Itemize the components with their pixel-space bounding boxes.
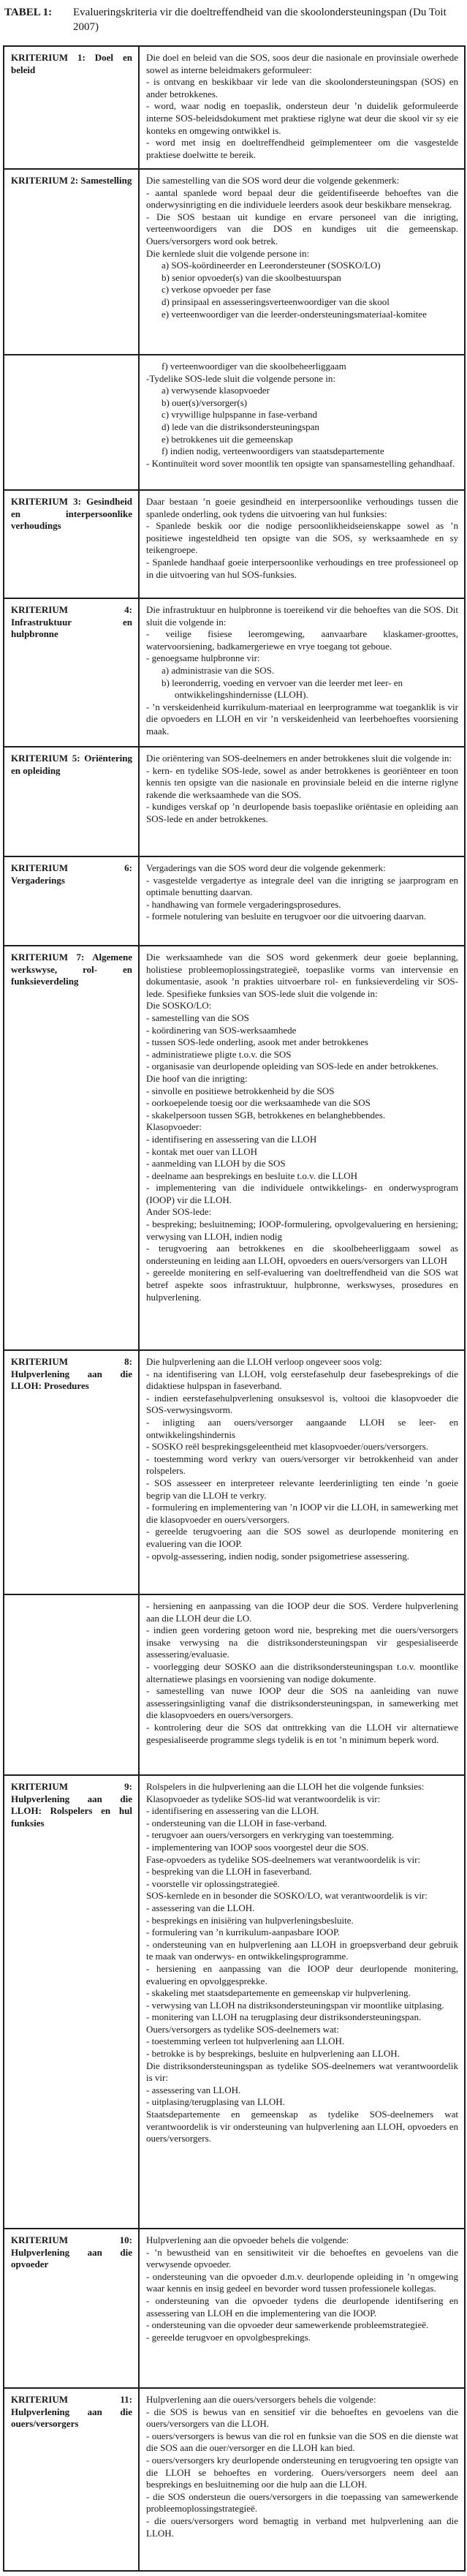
table-row [4,1594,465,1775]
description-paragraph: - voorstelle vir oplossingstrategieë. [146,1878,280,1889]
description-paragraph: - gereelde terugvoer en opvolgbesprekings. [146,2331,311,2343]
description-paragraph: - terugvoering aan betrokkenes en die skoolbeheerliggaam sowel as ondersteuning en leiding aan LLOH, opvoeders en ouers/versorgers van LLOH [146,1243,458,1266]
criterion-cell: KRITERIUM 1: Doel en beleid [4,46,139,169]
description-paragraph: - bespreking van die LLOH in faseverband. [146,1866,312,1878]
description-paragraph: - na identifisering van LLOH, volg eerstefasehulp deur fasebesprekings of die didaktiese hulpspan in faseverband. [146,1368,458,1392]
criterion-cell: KRITERIUM 6: Vergaderings [4,856,139,946]
description-paragraph: - Die SOS bestaan uit kundige en ervare personeel van die inrigting, verteenwoordigers van die DOS en kundiges uit die gemeenskap. Ouers/versorgers word ook betrek. [146,211,458,246]
description-paragraph: - ondersteuning van die opvoeder tydens die deurlopende identifsering en assessering van LLOH en die implementering van die IOOP. [146,2294,458,2319]
description-paragraph: - terugvoer aan ouers/versorgers en verkryging van toestemming. [146,1829,395,1841]
description-paragraph: - besprekings en inisiëring van hulpverleningsbesluite. [146,1914,354,1926]
lettered-list-item: e) betrokkenes uit die gemeenskap [162,433,293,445]
description-paragraph: - word, waar nodig en toepaslik, ondersteun deur ’n duidelik geformuleerde interne SOS-beleidsdokument met praktiese riglyne wat deur die skool vir sy eie konteks en omgewing ontwikkel is. [146,100,458,136]
description-cell [139,1594,465,1775]
description-paragraph: - ondersteuning van die opvoeder d.m.v. deurlopende opleiding in ’n omgewing waar kennis en insig gedeel en bevorder word tussen professionele kollegas. [146,2270,458,2294]
description-paragraph: - SOS assesseer en interpreteer relevante leerderinligting ten einde ’n goeie begrip van die LLOH te verkry. [146,1477,458,1501]
description-paragraph: - samestelling van die SOS [146,1012,249,1023]
lettered-list-item: f) indien nodig, verteenwoordigers van staatsdepartemente [162,445,384,457]
lettered-list-item: b) ouer(s)/versorger(s) [162,396,248,408]
criterion-cell: KRITERIUM 7: Algemene werkswyse, rol- en funksieverdeling [4,946,139,1350]
criterion-cell: KRITERIUM 9: Hulpverlening aan die LLOH: Rolspelers en hul funksies [4,1775,139,2229]
description-paragraph: Die hoof van die inrigting: [146,1072,248,1084]
description-paragraph: Die oriëntering van SOS-deelnemers en ander betrokkenes sluit die volgende in: [146,753,452,764]
table-row [4,946,465,1350]
description-paragraph: - ouers/versorgers kry deurlopende ondersteuning en terugvoering ten opsigte van die LLOH se behoeftes en vordering. Ouers/versorgers neem deel aan besprekings en besluitneming oor die hulp aan die LLOH. [146,2454,458,2490]
description-paragraph: - monitering van LLOH na terugplasing deur distriksondersteuningspan. [146,2011,422,2023]
description-paragraph: - hersiening en aanpassing van die IOOP deur deurlopende monitering, evaluering en opvolggesprekke. [146,1962,458,1986]
description-paragraph: - implementering van IOOP soos voorgestel deur die SOS. [146,1841,369,1853]
description-paragraph: - ’n bewustheid van en sensitiwiteit vir die behoeftes en gevoelens van die verwysende opvoeder. [146,2246,458,2270]
criterion-cell [4,355,139,490]
description-cell [139,598,465,747]
criterion-cell [4,1594,139,1775]
description-paragraph: - Spanlede handhaaf goeie interpersoonlike verhoudings en tree professioneel op in die uitvoering van hul SOS-funksies. [146,556,458,580]
description-paragraph: Ander SOS-lede: [146,1206,212,1218]
lettered-list-item: c) verkose opvoeder per fase [162,284,271,295]
description-paragraph: - koördinering van SOS-werksaamhede [146,1024,297,1036]
description-paragraph: Die kernlede sluit die volgende persone in: [146,247,310,259]
description-paragraph: - betrokke is by besprekings, besluite en hulpverlening aan LLOH. [146,2048,400,2060]
criterion-cell: KRITERIUM 4: Infrastruktuur en hulpbronne [4,598,139,747]
description-paragraph: - tussen SOS-lede onderling, asook met ander betrokkenes [146,1036,368,1048]
description-paragraph: Die infrastruktuur en hulpbronne is toereikend vir die behoeftes van die SOS. Dit sluit die volgende in: [146,604,458,628]
description-paragraph: - identifisering en assessering van die LLOH. [146,1805,319,1817]
description-paragraph: - ’n verskeidenheid kurrikulum-materiaal en leerprogramme wat toeganklik is vir die opvoeders en LLOH en vir ’n verskeidenheid van leerbehoeftes voorsiening maak. [146,701,458,737]
description-paragraph: Hulpverlening aan die ouers/versorgers behels die volgende: [146,2394,376,2405]
description-paragraph: - gereelde monitering en self-evaluering van doeltreffendheid van die SOS wat betref aspekte soos infrastruktuur, hulpbronne, werkswyses, prosedures en hulpverlening. [146,1267,458,1303]
lettered-list-item: b) leeronderrig, voeding en vervoer van die leerder met leer- en ontwikkelingshindernisse (LLOH). [162,677,403,701]
description-paragraph: - toestemming verleen tot hulpverlening aan LLOH. [146,2035,345,2047]
description-paragraph: - die SOS is bewus van en sensitief vir die behoeftes en gevoelens van die ouers/versorgers van die LLOH. [146,2406,458,2430]
table-row [4,490,465,598]
table-row [4,2229,465,2388]
description-paragraph: - samestelling van nuwe IOOP deur die SOS na aanleiding van nuwe assesseringsinligting vanaf die distriksondersteuningspan, in samewerking met die klasopvoeders en ouers/versorgers. [146,1685,458,1721]
description-cell [139,46,465,169]
description-paragraph: - aantal spanlede word bepaal deur die geïdentifiseerde behoeftes van die onderwysinrigting en die individuele leerders asook deur beskikbare mensekrag. [146,187,458,211]
description-paragraph: -Tydelike SOS-lede sluit die volgende persone in: [146,372,336,384]
description-paragraph: Rolspelers in die hulpverlening aan die LLOH het die volgende funksies: [146,1781,425,1792]
description-paragraph: - Spanlede beskik oor die nodige persoonlikheidseienskappe sowel as ’n positiewe ingesteldheid ten opsigte van die SOS, sy werksaamhede en sy teikengroepe. [146,520,458,556]
description-paragraph: - toestemming word verkry van ouers/versorger vir betrokkenheid van ander rolspelers. [146,1453,458,1477]
description-paragraph: Ouers/versorgers as tydelike SOS-deelnemers wat: [146,2023,340,2035]
description-paragraph: - formulering en implementering van ’n IOOP vir die LLOH, in samewerking met die klasopvoeder en ouers/versorgers. [146,1502,458,1525]
criterion-cell: KRITERIUM 11: Hulpverlening aan die ouers/versorgers [4,2388,139,2571]
description-paragraph: - die SOS ondersteun die ouers/versorgers in die toepassing van samewerkende probleemoplossingstrategieë. [146,2490,458,2515]
description-paragraph: - administratiewe pligte t.o.v. die SOS [146,1048,292,1060]
lettered-list-item: e) verteenwoordiger van die leerder-ondersteuningsmateriaal-komitee [162,308,427,320]
description-paragraph: SOS-kernlede en in besonder die SOSKO/LO, wat verantwoordelik is vir: [146,1890,428,1902]
criterion-cell: KRITERIUM 10: Hulpverlening aan die opvoeder [4,2229,139,2388]
description-cell [139,856,465,946]
description-paragraph: - die ouers/versorgers word bemagtig in verband met hulpverlening aan die LLOH. [146,2515,458,2539]
description-paragraph: - verwysing van LLOH na distriksondersteuningspan vir moontlike uitplasing. [146,1999,444,2011]
criteria-table [3,45,466,2572]
lettered-list-item: f) verteenwoordiger van die skoolbeheerliggaam [162,361,346,372]
description-paragraph: - deelname aan besprekings en besluite t.o.v. die LLOH [146,1170,358,1181]
table-caption-label: TABEL 1: [4,7,53,18]
table-row [4,2388,465,2571]
description-paragraph: Klasopvoeder: [146,1121,202,1133]
description-paragraph: - ouers/versorgers is bewus van die rol en funksie van die SOS en die dienste wat die SOS aan die ouer/versorger en die LLOH kan bied. [146,2430,458,2454]
lettered-list-item: d) prinsipaal en assesseringsverteenwoordiger van die skool [162,295,390,307]
table-row [4,169,465,355]
description-paragraph: - voorlegging deur SOSKO aan die distriksondersteuningspan t.o.v. moontlike alternatiewe plasings en voorsiening van nodige dokumente. [146,1660,458,1684]
description-cell [139,490,465,598]
description-paragraph: Die hulpverlening aan die LLOH verloop ongeveer soos volg: [146,1356,382,1367]
description-paragraph: - indien geen vordering getoon word nie, bespreking met die ouers/versorgers insake verwysing na die distriksondersteuningspan vir gespesialiseerde assessering/evaluasie. [146,1624,458,1660]
description-paragraph: - aanmelding van LLOH by die SOS [146,1158,286,1170]
description-paragraph: Die distriksondersteuningspan as tydelike SOS-deelnemers wat verantwoordelik is vir: [146,2060,458,2084]
description-paragraph: - formulering van ’n kurrikulum-aanpasbare IOOP. [146,1927,340,1938]
table-caption-text: Evalueringskriteria vir die doeltreffendheid van die skoolondersteuningspan (Du Toit 2007) [73,7,447,33]
description-paragraph: - SOSKO reël besprekingsgeleentheid met klasopvoeder/ouers/versorgers. [146,1441,429,1453]
description-paragraph: - assessering van LLOH. [146,2084,241,2095]
description-cell [139,2229,465,2388]
table-row [4,46,465,169]
description-paragraph: - kontak met ouer van LLOH [146,1145,257,1157]
description-cell [139,747,465,856]
description-paragraph: Die SOSKO/LO: [146,1000,212,1012]
description-paragraph: - skakeling met staatsdepartemente en gemeenskap vir hulpverlening. [146,1987,411,1999]
description-cell [139,946,465,1350]
lettered-list-item: a) administrasie van die SOS. [162,664,275,676]
criterion-cell: KRITERIUM 8: Hulpverlening aan die LLOH: Prosedures [4,1350,139,1594]
lettered-list-item: a) SOS-koördineerder en Leerondersteuner (SOSKO/LO) [162,260,381,271]
lettered-list-item: c) vrywillige hulpspanne in fase-verband [162,409,317,421]
description-cell [139,1775,465,2229]
description-paragraph: - veilige fisiese leeromgewing, aanvaarbare klaskamer-groottes, watervoorsiening, badkamergeriewe en vrye toegang tot geboue. [146,628,458,652]
criteria-table-body [4,46,465,2571]
description-paragraph: - bespreking; besluitneming; IOOP-formulering, opvolgevaluering en hersiening; verwysing van LLOH, indien nodig [146,1219,458,1242]
description-paragraph: - uitplasing/terugplasing van LLOH. [146,2096,285,2108]
table-row [4,1350,465,1594]
table-row [4,1775,465,2229]
description-paragraph: - ondersteuning van en hulpverlening aan LLOH in groepsverband deur gebruik te maak van onderwys- en ontwikkelingsprogramme. [146,1938,458,1962]
description-cell [139,2388,465,2571]
criterion-cell: KRITERIUM 2: Samestelling [4,169,139,355]
description-paragraph: - indien eerstefasehulpverlening onsuksesvol is, voltooi die klasopvoeder die SOS-verwysingsvorm. [146,1392,458,1416]
description-paragraph: - kern- en tydelike SOS-lede, sowel as ander betrokkenes is georiënteer en toon kennis ten opsigte van die nasionale en provinsiale beleid en die interne riglyne rakende die werksaamhede van die SOS. [146,764,458,800]
description-paragraph: Vergaderings van die SOS word deur die volgende gekenmerk: [146,862,386,873]
description-cell [139,169,465,355]
description-paragraph: - oorkoepelende toesig oor die werksaamhede van die SOS [146,1097,371,1109]
table-row [4,747,465,856]
description-paragraph: Die werksaamhede van die SOS word gekenmerk deur goeie beplanning, holistiese probleemoplossingstrategieë, toepaslike vorms van intervensie en dokumentasie, asook ’n prakties uitvoerbare rol- en funksieverdeling vir SOS-lede. Spesifieke funksies van SOS-lede sluit die volgende in: [146,952,458,999]
description-paragraph: - inligting aan ouers/versorger aangaande LLOH se leer- en ontwikkelingshindernis [146,1416,458,1440]
description-paragraph: - word met insig en doeltreffendheid geïmplementeer om die vasgestelde praktiese doelwitte te bereik. [146,137,458,160]
description-cell [139,1350,465,1594]
criterion-cell: KRITERIUM 5: Oriëntering en opleiding [4,747,139,856]
description-paragraph: - kundiges verskaf op ’n deurlopende basis toepaslike oriëntasie en opleiding aan SOS-lede en ander betrokkenes. [146,801,458,824]
description-paragraph: Die samestelling van die SOS word deur die volgende gekenmerk: [146,175,400,186]
description-paragraph: - implementering van die individuele ontwikkelings- en onderwysprogram (IOOP) vir die LLOH. [146,1182,458,1205]
criterion-cell: KRITERIUM 3: Gesindheid en interpersoonlike verhoudings [4,490,139,598]
description-paragraph: Die doel en beleid van die SOS, soos deur die nasionale en provinsiale owerhede sowel as interne beleidmakers geformuleer: [146,52,458,75]
description-paragraph: - formele notulering van besluite en terugvoer oor die uitvoering daarvan. [146,911,427,922]
description-paragraph: - genoegsame hulpbronne vir: [146,652,260,664]
description-paragraph: - ondersteuning van die LLOH in fase-verband. [146,1817,327,1829]
description-paragraph: - vasgestelde vergadertye as integrale deel van die inrigting se jaarprogram en optimale benutting daarvan. [146,874,458,898]
description-paragraph: - hersiening en aanpassing van die IOOP deur die SOS. Verdere hulpverlening aan die LLOH deur die LO. [146,1600,458,1624]
description-paragraph: Fase-opvoeders as tydelike SOS-deelnemers wat verantwoordelik is vir: [146,1853,421,1865]
description-paragraph: - is ontvang en beskikbaar vir lede van die skoolondersteuningspan (SOS) en ander betrokkenes. [146,76,458,99]
description-paragraph: - ondersteuning van die opvoeder deur samewerkende probleemstrategieë. [146,2319,429,2331]
description-paragraph: - gereelde terugvoering aan die SOS sowel as deurlopende monitering en evaluering van die IOOP. [146,1526,458,1549]
description-paragraph: - Kontinuïteit word sover moontlik ten opsigte van spansamestelling gehandhaaf. [146,457,455,469]
description-paragraph: - sinvolle en positiewe betrokkenheid by die SOS [146,1085,335,1096]
table-row [4,856,465,946]
description-cell [139,355,465,490]
lettered-list-item: b) senior opvoeder(s) van die skoolbestuurspan [162,271,341,283]
lettered-list-item: a) verwysende klasopvoeder [162,385,270,396]
description-paragraph: - handhawing van formele vergaderingsprosedures. [146,898,341,910]
table-caption [4,6,465,34]
table-row [4,598,465,747]
lettered-list-item: d) lede van die distriksondersteuningspan [162,421,319,432]
description-paragraph: - assessering van die LLOH. [146,1902,255,1913]
description-paragraph: - kontrolering deur die SOS dat onttrekking van die LLOH vir alternatiewe gespesialiseerde programme slegs tydelik is en tot ’n minimum beperk word. [146,1721,458,1745]
description-paragraph: Staatsdepartemente en gemeenskap as tydelike SOS-deelnemers wat verantwoordelik is vir ondersteuning van hulpverlening aan LLOH, opvoeders en ouers/versorgers. [146,2109,458,2144]
description-paragraph: Daar bestaan ’n goeie gesindheid en interpersoonlike verhoudings tussen die spanlede onderling, ook tydens die uitvoering van hul funksies: [146,496,458,519]
description-paragraph: Klasopvoeder as tydelike SOS-lid wat verantwoordelik is vir: [146,1793,381,1804]
description-paragraph: - skakelpersoon tussen SGB, betrokkenes en belanghebbendes. [146,1109,386,1121]
description-paragraph: - organisasie van deurlopende opleiding van SOS-lede en ander betrokkenes. [146,1061,438,1072]
table-row [4,355,465,490]
description-paragraph: Hulpverlening aan die opvoeder behels die volgende: [146,2234,349,2245]
description-paragraph: - identifisering en assessering van die LLOH [146,1133,317,1145]
description-paragraph: - opvolg-assessering, indien nodig, sonder psigometriese assessering. [146,1550,409,1562]
